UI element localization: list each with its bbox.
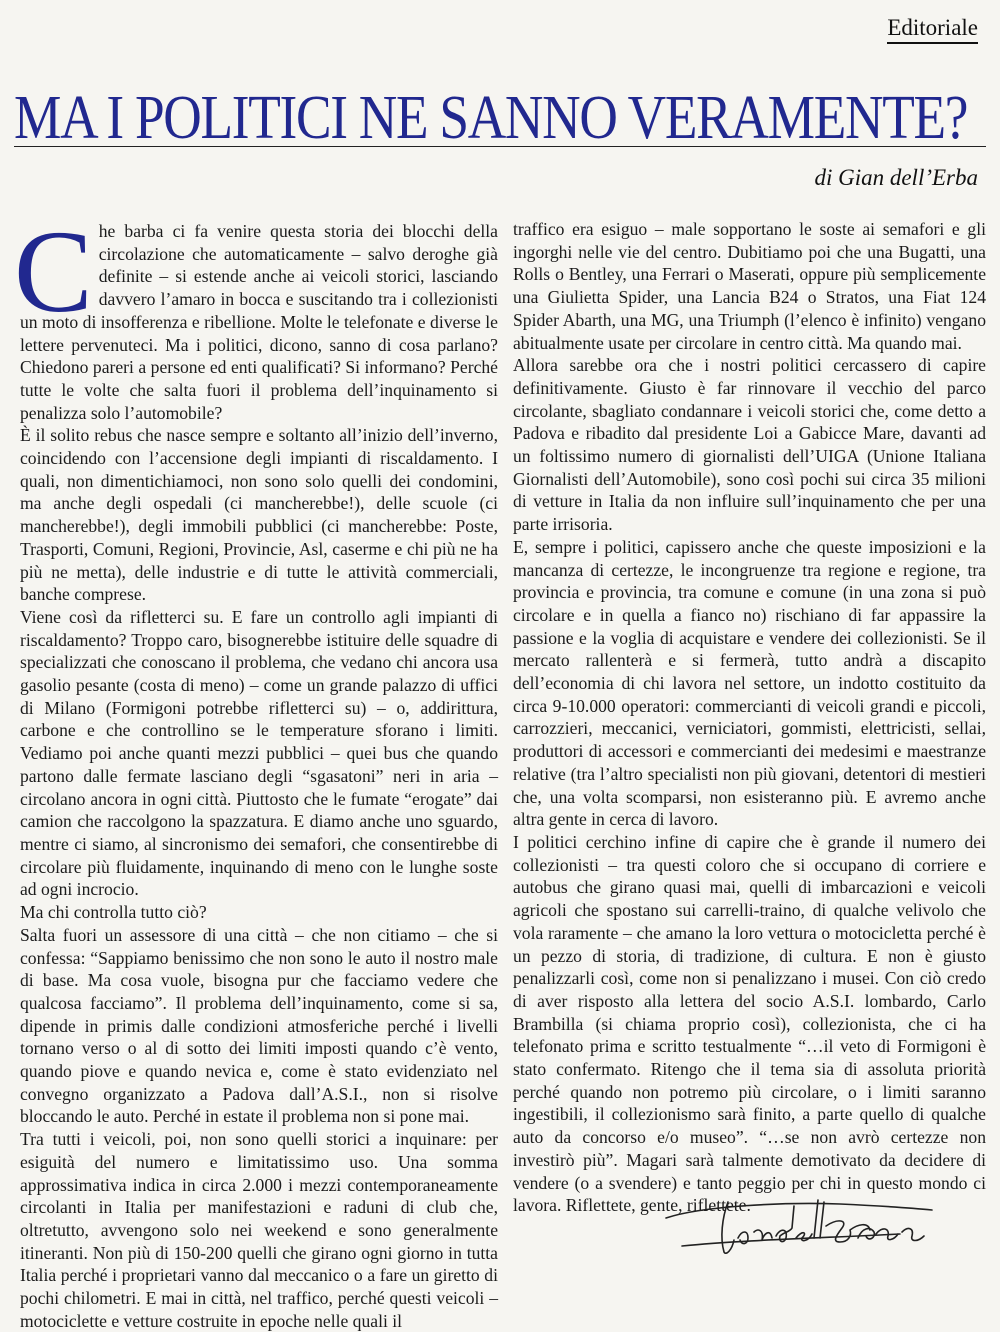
paragraph: I politici cerchino infine di capire che è grande il numero dei collezionisti – tra questi coloro che si occupano di corriere e autobus che girano quasi mai, quelli di imbarcazioni e veicoli agricoli che spostano sui carrelli-traino, di qualche velivolo che vola raramente – che amano la loro vettura o motocicletta perché è un pezzo di storia, di tradizione, di cultura. E non è giusto penalizzarli così, come non si penalizzano i musei. Con ciò credo di aver risposto alla lettera del socio A.S.I. lombardo, Carlo Brambilla (si chiama proprio così), collezionista, che ci ha telefonato prima e scritto testualmente “…il veto di Formigoni è stato confermato. Ritengo che il tema sia di assoluta priorità perché quando non potremo più circolare, o i limiti saranno ingestibili, il collezionismo sarà finito, a parte quello di qualche auto da concorso e/o museo”. “…se non avrò certezze non investirò più”. Magari sarà talmente demotivato da decidere di vendere (o a svendere) e tanto peggio per chi in questo mondo ci lavora. Riflettete, gente, riflettete. bbox=[513, 831, 986, 1216]
paragraph: E, sempre i politici, capissero anche che queste imposizioni e la mancanza di certezze, le incongruenze tra regione e regione, tra provincia e provincia, tra comune e comune (in una zona si può circolare e in quella a fianco no) rischiano di far appassire la passione e la voglia di acquistare e vendere dei collezionisti. Se il mercato rallenterà e si fermerà, tutto andrà a discapito dell’economia di chi lavora nel settore, un indotto costituito da circa 9-10.000 operatori: commercianti di veicoli grandi e piccoli, carrozzieri, meccanici, verniciatori, gommisti, elettricisti, sellai, produttori di accessori e commercianti dei medesimi e maestranze relative (tra l’altro specialisti non più giovani, detentori di mestieri che, una volta scomparsi, non esisteranno più. E avremo anche altra gente in cerca di lavoro. bbox=[513, 536, 986, 830]
paragraph: È il solito rebus che nasce sempre e soltanto all’inizio dell’inverno, coincidendo con l’accensione degli impianti di riscaldamento. I quali, non dimentichiamoci, non sono solo quelli dei condomini, ma anche degli ospedali (ci mancherebbe!), delle scuole (ci mancherebbe!), degli immobili pubblici (ci mancherebbe: Poste, Trasporti, Comuni, Regioni, Provincie, Asl, caserme e chi più ne ha più ne metta), delle industrie e di tutte le attività commerciali, banche comprese. bbox=[20, 425, 498, 605]
paragraph: Salta fuori un assessore di una città – che non citiamo – che si confessa: “Sappiamo benissimo che non sono le auto il nostro male di base. Ma cosa vuole, bisogna pur che facciamo vedere che qualcosa facciamo”. Il problema dell’inquinamento, come si sa, dipende in primis dalle condizioni atmosferiche perché i livelli tornano verso o al di sotto dei limiti imposti quando c’è vento, quando piove e quando nevica e, come è stato evidenziato nel convegno organizzato a Padova dall’A.S.I., non si risolve bloccando le auto. Perché in estate il problema non si pone mai. bbox=[20, 924, 498, 1127]
paragraph: Viene così da rifletterci su. E fare un controllo agli impianti di riscaldamento? Troppo caro, bisognerebbe istituire delle squadre di specializzati che conoscano il problema, che vedano chi ancora usa gasolio pesante (costa di meno) – come un grande palazzo di uffici di Milano (Formigoni potrebbe rifletterci su) – o, addirittura, carbone e che controllino se le temperature sforano i limiti. Vediamo poi anche quanti mezzi pubblici – quei bus che quando partono dalle fermate lasciano degli “sgasatoni” neri in aria – circolano ancora in ogni città. Piuttosto che le fumate “erogate” dai camion che raccolgono la spazzatura. E diamo anche uno sguardo, mentre ci siamo, al sincronismo dei semafori, che consentirebbe di circolare più fluidamente, inquinando di meno con le lunghe soste ad ogni incrocio. bbox=[20, 606, 498, 900]
drop-cap: C bbox=[14, 206, 93, 337]
paragraph bbox=[14, 206, 498, 424]
paragraph-text: he barba ci fa venire questa storia dei blocchi della circolazione che automaticamente – salvo deroghe già definite – si estende anche ai veicoli storici, lasciando davvero l’amaro in bocca e suscitando tra i collezionisti un moto di insofferenza e ribellione. Molte le telefonate e diverse le lettere pervenuteci. Ma i politici, dicono, sanno di cosa parlano? Chiedono pareri a persone ed enti qualificati? Si informano? Perché tutte le volte che salta fuori il problema dell’inquinamento si penalizza solo l’automobile? bbox=[20, 221, 498, 423]
section-tag: Editoriale bbox=[887, 14, 978, 44]
right-column bbox=[513, 218, 986, 1217]
handwritten-signature bbox=[662, 1188, 962, 1260]
left-column bbox=[14, 206, 498, 1332]
paragraph: Tra tutti i veicoli, poi, non sono quelli storici a inquinare: per esiguità del numero e limitatissimo uso. Una somma approssimativa indica in circa 2.000 i mezzi contemporaneamente circolanti in Italia per manifestazioni e raduni di club che, oltretutto, avvengono solo nei weekend e sono generalmente itineranti. Non più di 150-200 quelli che girano ogni giorno in tutta Italia perché i proprietari vanno dal meccanico o a fare un giretto di pochi chilometri. E mai in città, nel traffico, perché questi veicoli – motociclette e vetture costruite in epoche nelle quali il bbox=[20, 1129, 498, 1331]
headline: MA I POLITICI NE SANNO VERAMENTE? bbox=[14, 84, 968, 152]
headline-rule bbox=[14, 146, 986, 147]
paragraph: Ma chi controlla tutto ciò? bbox=[20, 902, 207, 923]
paragraph: traffico era esiguo – male sopportano le soste ai semafori e gli ingorghi nelle vie del centro. Dubitiamo poi che una Bugatti, una Rolls o Bentley, una Ferrari o Maserati, oppure più semplicemente una Giulietta Spider, una Lancia B24 o Stratos, una Fiat 124 Spider Abarth, una MG, una Triumph (l’elenco è infinito) vengano abitualmente usate per circolare in centro città. Ma quando mai. bbox=[513, 219, 986, 353]
byline: di Gian dell’Erba bbox=[814, 165, 978, 190]
paragraph: Allora sarebbe ora che i nostri politici cercassero di capire definitivamente. Giusto è far rinnovare il vecchio del parco circolante, sbagliato condannare i veicoli storici che, come detto a Padova e ribadito dal presidente Loi a Gabicce Mare, davanti ad un foltissimo numero di giornalisti dell’UIGA (Unione Italiana Giornalisti dell’Automobile), sono così pochi sui circa 35 milioni di vetture in Italia da non influire sull’inquinamento che per una parte irrisoria. bbox=[513, 355, 986, 535]
